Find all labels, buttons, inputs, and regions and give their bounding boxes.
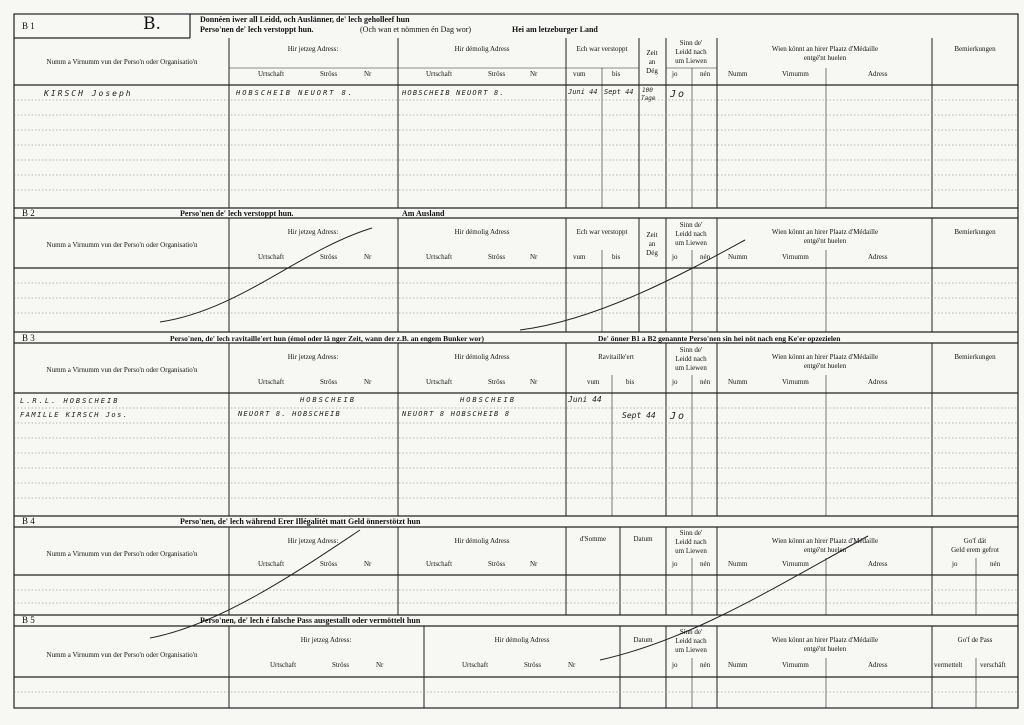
b1-urtschaft-old: Urtschaft	[426, 70, 453, 78]
section-code-b1: B 1	[22, 21, 35, 31]
b1-bis: bis	[612, 70, 621, 78]
b3-stross-old: Ströss	[488, 378, 506, 386]
b1-zeit-2: an	[648, 58, 656, 66]
title-line1: Donnéen iwer all Leidd, och Auslänner, de' lech geholleef hun	[200, 15, 410, 24]
b2-sinn-2: Leidd nach	[675, 230, 707, 238]
b1-stross: Ströss	[320, 70, 338, 78]
b5-jo: jo	[672, 661, 678, 669]
b3-urtschaft-old: Urtschaft	[426, 378, 453, 386]
b5-vermettelt: vermettelt	[934, 661, 963, 669]
b3-hw-old-1: HOBSCHEIB	[460, 396, 516, 404]
b5-hir-demolig: Hir démolig Adress	[494, 636, 550, 644]
b1-hw-vum: Juni 44	[568, 88, 598, 96]
section-code-b4: B 4	[22, 516, 35, 526]
b5-gof-pass: Go'f de Pass	[957, 636, 993, 644]
b5-adress: Adress	[868, 661, 888, 669]
b3-sinn-3: um Liewen	[675, 364, 707, 372]
b2-vum: vum	[573, 253, 586, 261]
b5-sinn-1: Sinn de'	[679, 628, 703, 636]
b2-medaille-1: Wien könnt an hirer Plaatz d'Médaille	[771, 228, 879, 236]
b3-adress: Adress	[868, 378, 888, 386]
b2-title: Perso'nen de' lech verstoppt hun.	[180, 209, 294, 218]
b1-hir-demolig: Hir démolig Adress	[454, 45, 510, 53]
b3-title: Perso'nen, de' lech ravitaille'ert hun (émol oder lä nger Zeit, wann der z.B. an engem Bunker wor)	[170, 334, 485, 343]
b3-hw-name-1: L.R.L. HOBSCHEIB	[20, 397, 120, 405]
page-letter: B.	[143, 14, 161, 34]
b4-gof-nen: nén	[990, 560, 1001, 568]
b1-hw-old: HOBSCHEIB NEUORT 8.	[402, 89, 505, 97]
b4-hir-demolig: Hir démolig Adress	[454, 537, 510, 545]
b1-nr-old: Nr	[530, 70, 538, 78]
b2-hir-jetzeg: Hir jetzeg Adress:	[287, 228, 339, 236]
section-code-b5: B 5	[22, 615, 35, 625]
b2-stross-old: Ströss	[488, 253, 506, 261]
b3-hw-old-2: NEUORT 8 HOBSCHEIB 8	[402, 410, 511, 418]
b3-sinn-1: Sinn de'	[679, 346, 703, 354]
b3-ravitailleert: Ravitaille'ert	[598, 353, 634, 361]
b2-bemierkungen: Bemierkungen	[954, 228, 996, 236]
b1-sinn-1: Sinn de'	[679, 39, 703, 47]
b5-stross: Ströss	[332, 661, 350, 669]
b4-stross-old: Ströss	[488, 560, 506, 568]
b5-datum: Datum	[633, 636, 653, 644]
b3-bis: bis	[626, 378, 635, 386]
b3-sinn-2: Leidd nach	[675, 355, 707, 363]
b4-nr-old: Nr	[530, 560, 538, 568]
b3-bemierkungen: Bemierkungen	[954, 353, 996, 361]
b3-hir-jetzeg: Hir jetzeg Adress:	[287, 353, 339, 361]
b3-jo: jo	[672, 378, 678, 386]
title-line2-b: (Och wan et nömmen én Dag wor)	[360, 25, 472, 34]
section-code-b2: B 2	[22, 208, 35, 218]
b3-hw-now-2: NEUORT 8. HOBSCHEIB	[238, 410, 341, 418]
b4-nen: nén	[700, 560, 711, 568]
b2-adress: Adress	[868, 253, 888, 261]
b5-nr-old: Nr	[568, 661, 576, 669]
section-code-b3: B 3	[22, 333, 35, 343]
b3-stross: Ströss	[320, 378, 338, 386]
b4-title: Perso'nen, de' lech während Erer Illégalitét matt Geld önnerstötzt hun	[180, 517, 421, 526]
b5-numm: Numm	[728, 661, 748, 669]
b3-hw-now-1: HOBSCHEIB	[300, 396, 356, 404]
b1-zeit-3: Dég	[646, 67, 658, 75]
b1-hw-name: KIRSCH Joseph	[44, 89, 133, 98]
b1-ech-war: Ech war verstoppt	[576, 45, 628, 53]
b3-name-col: Numm a Virnumm vun der Perso'n oder Organisatio'n	[46, 366, 198, 374]
b2-virnumm: Virnumm	[782, 253, 809, 261]
b5-medaille-2: entgé'nt huelen	[803, 645, 847, 653]
b5-stross-old: Ströss	[524, 661, 542, 669]
b2-zeit-1: Zeit	[646, 231, 658, 239]
b1-bemierkungen: Bemierkungen	[954, 45, 996, 53]
b5-verschaft: verschäft	[980, 661, 1006, 669]
b4-sinn-2: Leidd nach	[675, 538, 707, 546]
b3-hw-name-2: FAMILLE KIRSCH Jos.	[20, 411, 129, 419]
b4-urtschaft-old: Urtschaft	[426, 560, 453, 568]
b4-stross: Ströss	[320, 560, 338, 568]
b2-bis: bis	[612, 253, 621, 261]
b2-sinn-3: um Liewen	[675, 239, 707, 247]
b1-medaille-2: entgé'nt huelen	[803, 54, 847, 62]
b2-urtschaft: Urtschaft	[258, 253, 285, 261]
b3-nr: Nr	[364, 378, 372, 386]
b3-hw-vum: Juni 44	[568, 395, 602, 404]
b5-nen: nén	[700, 661, 711, 669]
b1-adress: Adress	[868, 70, 888, 78]
b4-sinn-1: Sinn de'	[679, 529, 703, 537]
b1-hw-jo: Jo	[670, 89, 687, 100]
b5-name-col: Numm a Virnumm vun der Perso'n oder Organisatio'n	[46, 651, 198, 659]
b1-hir-jetzeg: Hir jetzeg Adress:	[287, 45, 339, 53]
b4-gof-jo: jo	[952, 560, 958, 568]
b3-title-2: De' önner B1 a B2 genannte Perso'nen sin hei nöt nach eng Ke'er opzezielen	[598, 334, 841, 343]
b1-hw-now: HOBSCHEIB NEUORT 8.	[236, 89, 355, 97]
b2-urtschaft-old: Urtschaft	[426, 253, 453, 261]
b3-hw-bis: Sept 44	[622, 411, 656, 420]
b1-nen: nén	[700, 70, 711, 78]
b1-stross-old: Ströss	[488, 70, 506, 78]
b5-nr: Nr	[376, 661, 384, 669]
b4-urtschaft: Urtschaft	[258, 560, 285, 568]
b3-nr-old: Nr	[530, 378, 538, 386]
b3-nen: nén	[700, 378, 711, 386]
b1-vum: vum	[573, 70, 586, 78]
b1-nr: Nr	[364, 70, 372, 78]
b4-dsomme: d'Somme	[579, 535, 607, 543]
b1-numm: Numm	[728, 70, 748, 78]
b1-zeit-1: Zeit	[646, 49, 658, 57]
b4-name-col: Numm a Virnumm vun der Perso'n oder Organisatio'n	[46, 550, 198, 558]
b3-hw-jo: Jo	[670, 411, 687, 422]
b1-medaille-1: Wien könnt an hirer Plaatz d'Médaille	[771, 45, 879, 53]
b4-virnumm: Virnumm	[782, 560, 809, 568]
b2-hir-demolig: Hir démolig Adress	[454, 228, 510, 236]
title-line2-c: Hei am letzeburger Land	[512, 25, 598, 34]
b4-numm: Numm	[728, 560, 748, 568]
b4-jo: jo	[672, 560, 678, 568]
b2-sinn-1: Sinn de'	[679, 221, 703, 229]
b1-hw-zeit-2: Tage	[641, 95, 656, 102]
b1-virnumm: Virnumm	[782, 70, 809, 78]
b2-zeit-3: Dég	[646, 249, 658, 257]
b4-nr: Nr	[364, 560, 372, 568]
b1-urtschaft: Urtschaft	[258, 70, 285, 78]
b3-numm: Numm	[728, 378, 748, 386]
b4-gof-2: Geld erem gefrot	[951, 546, 999, 554]
b2-numm: Numm	[728, 253, 748, 261]
b3-vum: vum	[587, 378, 600, 386]
b4-sinn-3: um Liewen	[675, 547, 707, 555]
title-line2-a: Perso'nen de' lech verstoppt hun.	[200, 25, 314, 34]
b5-medaille-1: Wien könnt an hirer Plaatz d'Médaille	[771, 636, 879, 644]
b5-title: Perso'nen, de' lech é falsche Pass ausgestallt oder vermöttelt hun	[200, 616, 421, 625]
b1-sinn-3: um Liewen	[675, 57, 707, 65]
b5-virnumm: Virnumm	[782, 661, 809, 669]
b4-medaille-2: entgé'nt huelen	[803, 546, 847, 554]
b2-ech-war: Ech war verstoppt	[576, 228, 628, 236]
b3-urtschaft: Urtschaft	[258, 378, 285, 386]
b2-jo: jo	[672, 253, 678, 261]
b3-hir-demolig: Hir démolig Adress	[454, 353, 510, 361]
b1-name-col: Numm a Virnumm vun der Perso'n oder Organisatio'n	[46, 58, 198, 66]
b4-hir-jetzeg: Hir jetzeg Adress:	[287, 537, 339, 545]
b2-nr-old: Nr	[530, 253, 538, 261]
b3-virnumm: Virnumm	[782, 378, 809, 386]
b2-title-2: Am Ausland	[402, 209, 445, 218]
b5-sinn-2: Leidd nach	[675, 637, 707, 645]
b2-nen: nén	[700, 253, 711, 261]
b1-hw-bis: Sept 44	[604, 88, 634, 96]
b4-datum: Datum	[633, 535, 653, 543]
b2-name-col: Numm a Virnumm vun der Perso'n oder Organisatio'n	[46, 241, 198, 249]
b5-urtschaft-old: Urtschaft	[462, 661, 489, 669]
b4-medaille-1: Wien könnt an hirer Plaatz d'Médaille	[771, 537, 879, 545]
b3-medaille-2: entgé'nt huelen	[803, 362, 847, 370]
b2-stross: Ströss	[320, 253, 338, 261]
b5-sinn-3: um Liewen	[675, 646, 707, 654]
b2-zeit-2: an	[648, 240, 656, 248]
b2-medaille-2: entgé'nt huelen	[803, 237, 847, 245]
b3-medaille-1: Wien könnt an hirer Plaatz d'Médaille	[771, 353, 879, 361]
b1-hw-zeit-1: 100	[642, 87, 653, 94]
b1-jo: jo	[672, 70, 678, 78]
b1-sinn-2: Leidd nach	[675, 48, 707, 56]
b2-nr: Nr	[364, 253, 372, 261]
b4-adress: Adress	[868, 560, 888, 568]
b5-hir-jetzeg: Hir jetzeg Adress:	[300, 636, 352, 644]
b5-urtschaft: Urtschaft	[270, 661, 297, 669]
b4-gof-1: Go'f dät	[963, 537, 987, 545]
